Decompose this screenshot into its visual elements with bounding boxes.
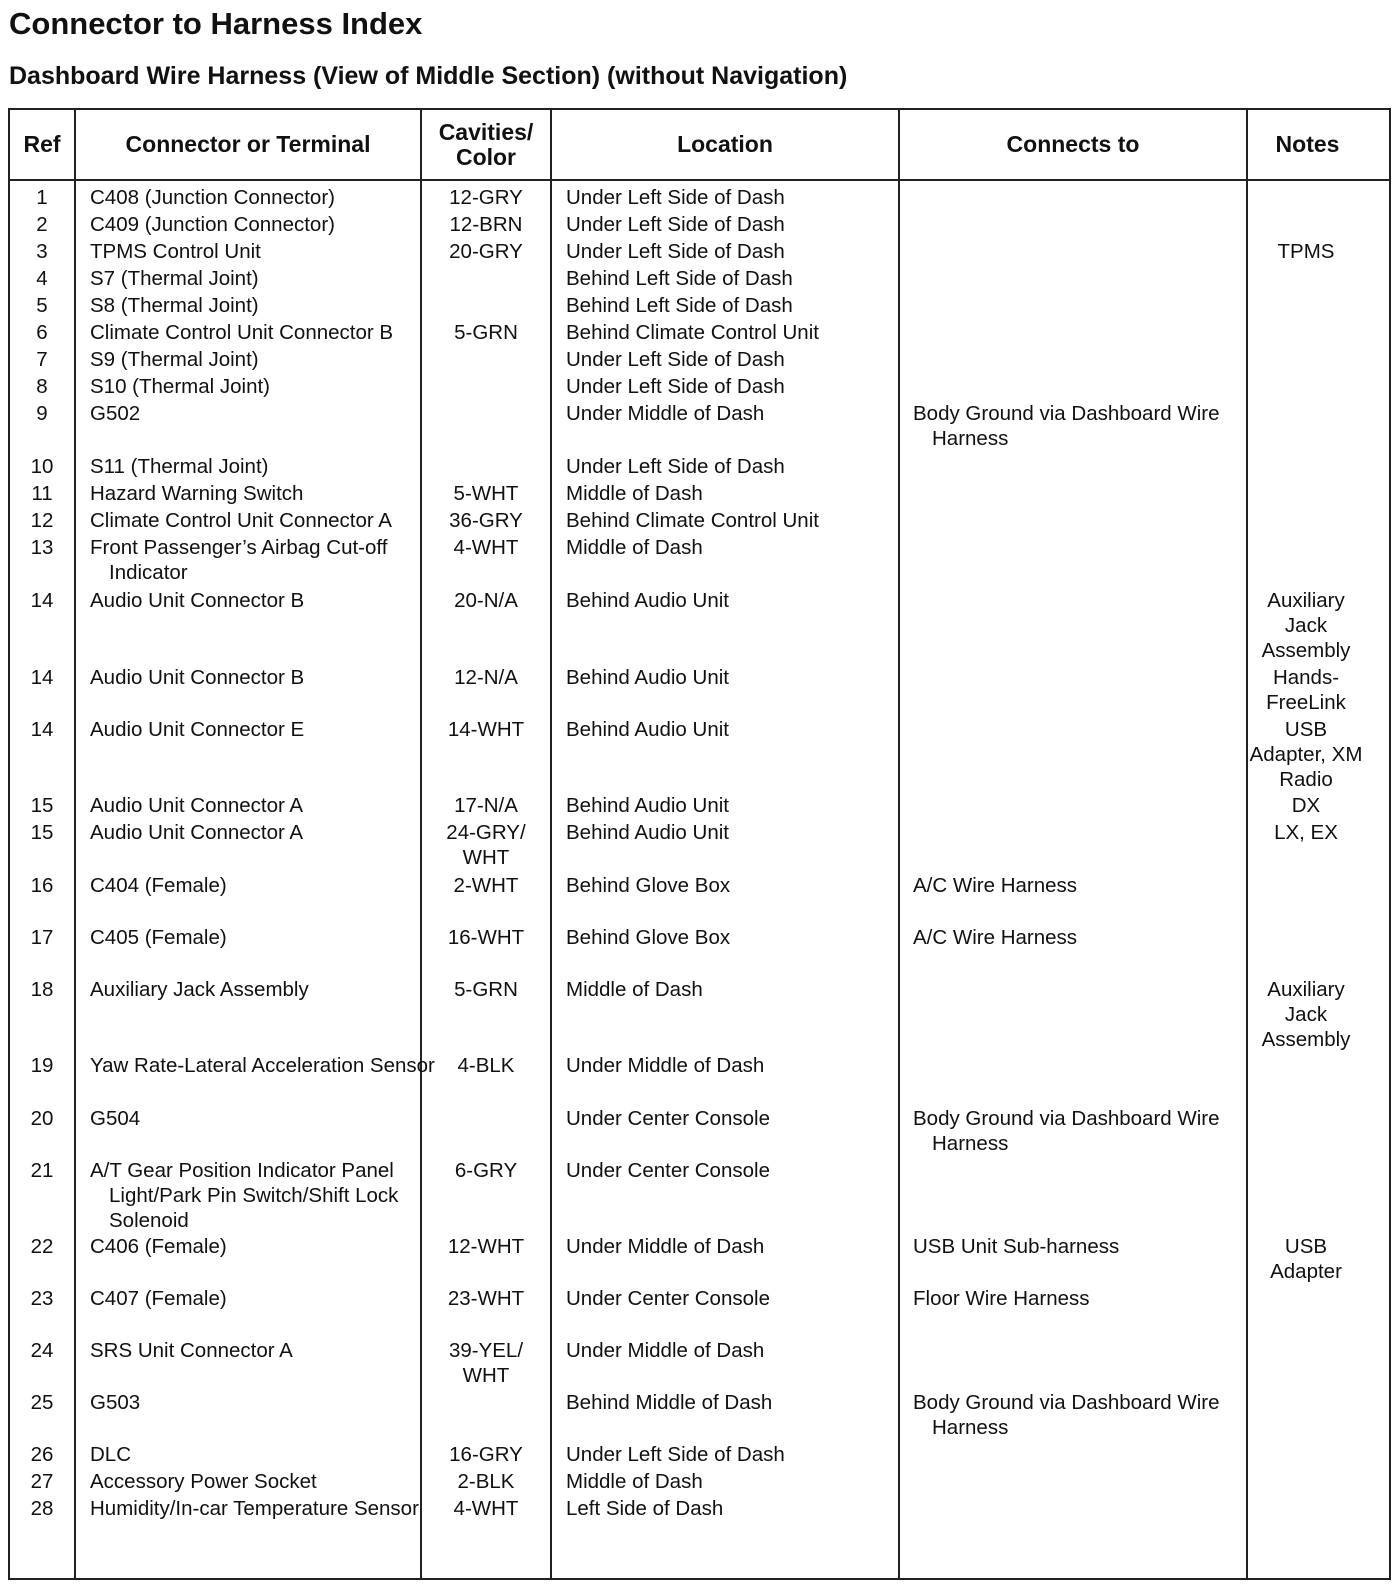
row-connector: TPMS Control Unit — [90, 240, 261, 263]
row-connector: Audio Unit Connector B — [90, 666, 305, 689]
row-ref: 10 — [30, 455, 54, 478]
row-location: Under Left Side of Dash — [566, 455, 785, 478]
row-location: Middle of Dash — [566, 536, 703, 559]
header-notes: Notes — [1275, 131, 1340, 157]
column-divider — [74, 110, 76, 1578]
row-cavities: 36-GRY — [449, 509, 523, 532]
row-notes: Hands-FreeLink — [1266, 666, 1346, 714]
row-connector: Auxiliary Jack Assembly — [90, 978, 309, 1001]
row-ref: 7 — [36, 348, 48, 371]
row-notes: DX — [1291, 794, 1321, 817]
row-ref: 23 — [30, 1287, 54, 1310]
row-cavities: 12-N/A — [454, 666, 518, 689]
row-location: Behind Audio Unit — [566, 666, 729, 689]
row-location: Behind Audio Unit — [566, 589, 729, 612]
row-connector: Yaw Rate-Lateral Acceleration Sensor — [90, 1054, 435, 1077]
row-connector: Audio Unit Connector B — [90, 589, 305, 612]
row-connects-to: Body Ground via Dashboard Wire Harness — [913, 1391, 1220, 1439]
row-ref: 8 — [36, 375, 48, 398]
row-connector: Climate Control Unit Connector B — [90, 321, 394, 344]
row-connector: C408 (Junction Connector) — [90, 186, 335, 209]
row-cavities: 2-BLK — [457, 1470, 515, 1493]
row-location: Behind Audio Unit — [566, 821, 729, 844]
row-connector: Audio Unit Connector A — [90, 794, 304, 817]
row-connector: A/T Gear Position Indicator Panel Light/Park Pin Switch/Shift Lock Solenoid — [90, 1159, 399, 1232]
row-cavities: 20-GRY — [449, 240, 523, 263]
row-ref: 3 — [36, 240, 48, 263]
row-ref: 2 — [36, 213, 48, 236]
row-cavities: 16-WHT — [447, 926, 525, 949]
row-ref: 28 — [30, 1497, 54, 1520]
row-cavities: 39-YEL/ WHT — [448, 1339, 524, 1387]
row-cavities: 14-WHT — [447, 718, 525, 741]
row-connects-to: USB Unit Sub-harness — [913, 1235, 1120, 1258]
row-connector: G504 — [90, 1107, 141, 1130]
row-cavities: 2-WHT — [453, 874, 519, 897]
row-connector: C406 (Female) — [90, 1235, 227, 1258]
row-location: Behind Climate Control Unit — [566, 509, 819, 532]
row-connector: S10 (Thermal Joint) — [90, 375, 271, 398]
row-ref: 15 — [30, 821, 54, 844]
row-cavities: 4-WHT — [453, 1497, 519, 1520]
header-location: Location — [677, 131, 773, 157]
row-connects-to: Body Ground via Dashboard Wire Harness — [913, 1107, 1220, 1155]
row-connector: S7 (Thermal Joint) — [90, 267, 259, 290]
row-ref: 19 — [30, 1054, 54, 1077]
row-ref: 20 — [30, 1107, 54, 1130]
row-notes: USB Adapter — [1270, 1235, 1342, 1283]
row-cavities: 5-GRN — [454, 978, 518, 1001]
row-cavities: 5-GRN — [454, 321, 518, 344]
column-divider — [898, 110, 900, 1578]
row-location: Under Left Side of Dash — [566, 1443, 785, 1466]
row-connector: Hazard Warning Switch — [90, 482, 304, 505]
row-ref: 24 — [30, 1339, 54, 1362]
row-notes: LX, EX — [1274, 821, 1338, 844]
row-connects-to: Floor Wire Harness — [913, 1287, 1090, 1310]
row-connector: Audio Unit Connector E — [90, 718, 305, 741]
row-cavities: 24-GRY/ WHT — [446, 821, 526, 869]
row-location: Middle of Dash — [566, 978, 703, 1001]
row-connector: C404 (Female) — [90, 874, 227, 897]
row-location: Behind Climate Control Unit — [566, 321, 819, 344]
row-cavities: 16-GRY — [449, 1443, 523, 1466]
row-notes: Auxiliary Jack Assembly — [1261, 589, 1351, 662]
row-connector: DLC — [90, 1443, 132, 1466]
row-ref: 16 — [30, 874, 54, 897]
row-ref: 26 — [30, 1443, 54, 1466]
header-cavities: Cavities/ Color — [438, 118, 534, 170]
row-ref: 1 — [36, 186, 48, 209]
row-cavities: 5-WHT — [453, 482, 519, 505]
row-ref: 9 — [36, 402, 48, 425]
row-ref: 12 — [30, 509, 54, 532]
row-cavities: 6-GRY — [454, 1159, 518, 1182]
row-location: Behind Glove Box — [566, 874, 731, 897]
table-header — [10, 110, 1389, 181]
row-notes: Auxiliary Jack Assembly — [1261, 978, 1351, 1051]
row-ref: 5 — [36, 294, 48, 317]
row-connects-to: Body Ground via Dashboard Wire Harness — [913, 402, 1220, 450]
row-connector: S11 (Thermal Joint) — [90, 455, 269, 478]
row-connector: Humidity/In-car Temperature Sensor — [90, 1497, 419, 1520]
row-location: Behind Glove Box — [566, 926, 731, 949]
row-connector: C407 (Female) — [90, 1287, 227, 1310]
row-location: Left Side of Dash — [566, 1497, 724, 1520]
row-connector: G503 — [90, 1391, 141, 1414]
row-connector: Front Passenger’s Airbag Cut-off Indicator — [90, 536, 388, 584]
row-location: Under Center Console — [566, 1107, 770, 1130]
row-location: Middle of Dash — [566, 1470, 703, 1493]
header-connector: Connector or Terminal — [125, 131, 371, 157]
row-ref: 14 — [30, 589, 54, 612]
row-location: Behind Left Side of Dash — [566, 267, 793, 290]
row-ref: 14 — [30, 718, 54, 741]
row-connects-to: A/C Wire Harness — [913, 874, 1078, 897]
row-connector: S8 (Thermal Joint) — [90, 294, 259, 317]
harness-index-table — [8, 108, 1391, 1580]
row-location: Under Left Side of Dash — [566, 375, 785, 398]
row-location: Under Left Side of Dash — [566, 348, 785, 371]
row-location: Under Left Side of Dash — [566, 240, 785, 263]
row-ref: 25 — [30, 1391, 54, 1414]
row-connector: SRS Unit Connector A — [90, 1339, 293, 1362]
row-connector: Climate Control Unit Connector A — [90, 509, 392, 532]
page-title: Connector to Harness Index — [9, 6, 423, 41]
row-ref: 21 — [30, 1159, 54, 1182]
row-ref: 6 — [36, 321, 48, 344]
row-location: Behind Left Side of Dash — [566, 294, 793, 317]
row-ref: 22 — [30, 1235, 54, 1258]
row-notes: TPMS — [1277, 240, 1335, 263]
row-connector: Accessory Power Socket — [90, 1470, 317, 1493]
row-cavities: 4-BLK — [457, 1054, 515, 1077]
row-location: Under Middle of Dash — [566, 1054, 765, 1077]
page-subtitle: Dashboard Wire Harness (View of Middle Section) (without Navigation) — [9, 62, 848, 90]
row-cavities: 12-WHT — [447, 1235, 525, 1258]
row-location: Behind Middle of Dash — [566, 1391, 773, 1414]
row-location: Under Middle of Dash — [566, 402, 765, 425]
row-connector: C405 (Female) — [90, 926, 227, 949]
row-connector: C409 (Junction Connector) — [90, 213, 335, 236]
row-connector: G502 — [90, 402, 141, 425]
row-connector: Audio Unit Connector A — [90, 821, 304, 844]
row-connector: S9 (Thermal Joint) — [90, 348, 259, 371]
row-ref: 14 — [30, 666, 54, 689]
row-ref: 11 — [31, 482, 53, 505]
row-ref: 17 — [30, 926, 54, 949]
row-location: Behind Audio Unit — [566, 718, 729, 741]
row-cavities: 12-BRN — [449, 213, 523, 236]
row-location: Middle of Dash — [566, 482, 703, 505]
row-ref: 15 — [30, 794, 54, 817]
header-ref: Ref — [23, 131, 61, 157]
row-ref: 13 — [30, 536, 54, 559]
row-ref: 27 — [30, 1470, 54, 1493]
row-location: Under Left Side of Dash — [566, 213, 785, 236]
header-connects-to: Connects to — [1006, 131, 1140, 157]
row-location: Behind Audio Unit — [566, 794, 729, 817]
row-location: Under Middle of Dash — [566, 1339, 765, 1362]
row-location: Under Middle of Dash — [566, 1235, 765, 1258]
row-connects-to: A/C Wire Harness — [913, 926, 1078, 949]
row-location: Under Center Console — [566, 1159, 770, 1182]
row-ref: 18 — [30, 978, 54, 1001]
row-cavities: 4-WHT — [453, 536, 519, 559]
row-location: Under Center Console — [566, 1287, 770, 1310]
row-cavities: 17-N/A — [454, 794, 518, 817]
row-cavities: 12-GRY — [449, 186, 523, 209]
row-cavities: 20-N/A — [454, 589, 518, 612]
row-cavities: 23-WHT — [447, 1287, 525, 1310]
row-location: Under Left Side of Dash — [566, 186, 785, 209]
row-ref: 4 — [36, 267, 48, 290]
column-divider — [550, 110, 552, 1578]
row-notes: USB Adapter, XM Radio — [1249, 718, 1363, 791]
